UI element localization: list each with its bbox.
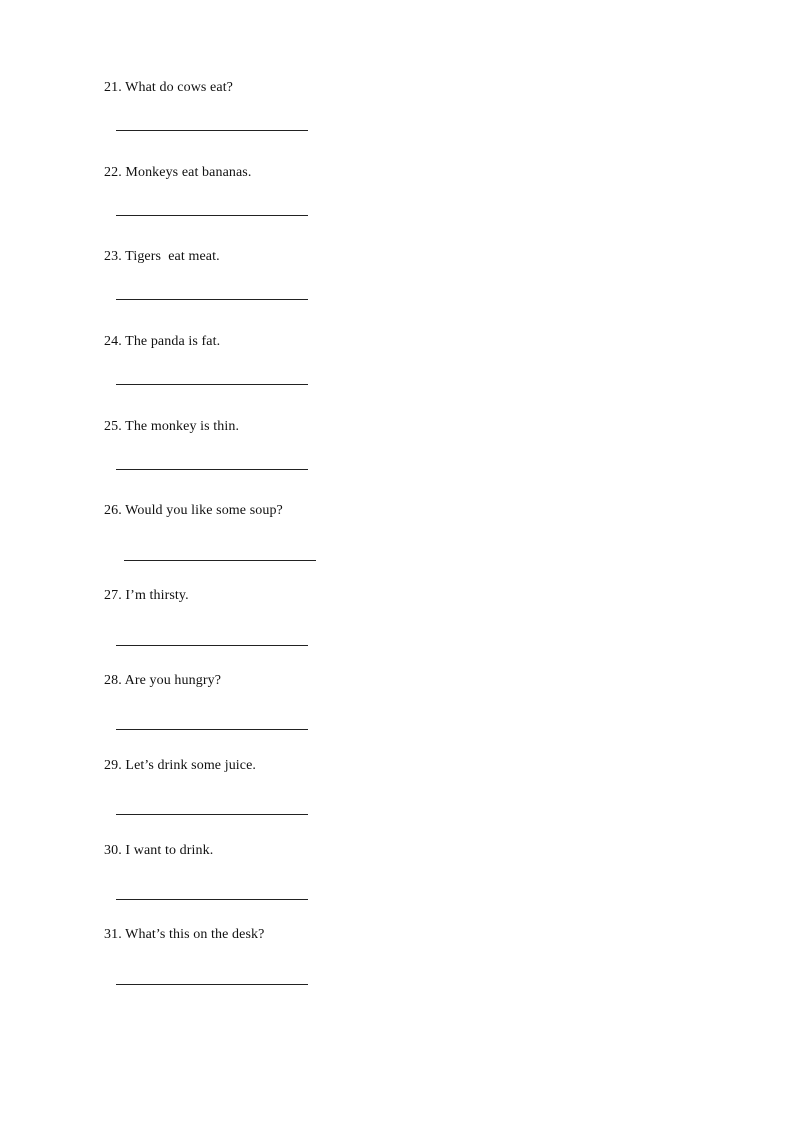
question-number: 28. (104, 673, 122, 688)
question-31 (0, 927, 794, 1012)
question-23 (0, 249, 794, 334)
question-27 (0, 588, 794, 673)
question-number: 24. (104, 334, 122, 349)
question-number: 25. (104, 419, 122, 434)
question-text (104, 503, 283, 519)
answer-line[interactable] (116, 384, 308, 385)
question-number: 31. (104, 927, 122, 942)
question-text (104, 249, 220, 265)
question-sentence: I want to drink. (125, 843, 214, 858)
question-number: 23. (104, 249, 122, 264)
answer-line[interactable] (116, 215, 308, 216)
question-sentence: Are you hungry? (124, 673, 222, 688)
question-number: 30. (104, 843, 122, 858)
question-sentence: What’s this on the desk? (125, 927, 265, 942)
question-number: 27. (104, 588, 122, 603)
question-25 (0, 419, 794, 504)
question-24 (0, 334, 794, 419)
question-sentence: What do cows eat? (125, 80, 233, 95)
answer-line[interactable] (116, 984, 308, 985)
question-text (104, 419, 239, 435)
answer-line[interactable] (116, 469, 308, 470)
question-text (104, 758, 256, 774)
answer-line[interactable] (116, 814, 308, 815)
question-text (104, 588, 189, 604)
question-text (104, 80, 233, 96)
question-number: 21. (104, 80, 122, 95)
question-text (104, 165, 251, 181)
question-21 (0, 80, 794, 165)
question-number: 22. (104, 165, 122, 180)
question-text (104, 843, 213, 859)
answer-line[interactable] (124, 560, 316, 561)
question-sentence: The monkey is thin. (125, 419, 240, 434)
question-number: 29. (104, 758, 122, 773)
question-text (104, 927, 264, 943)
question-sentence: I’m thirsty. (125, 588, 189, 603)
answer-line[interactable] (116, 645, 308, 646)
question-sentence: Monkeys eat bananas. (125, 165, 252, 180)
question-sentence: Let’s drink some juice. (125, 758, 257, 773)
question-text (104, 673, 221, 689)
question-number: 26. (104, 503, 122, 518)
question-22 (0, 165, 794, 250)
question-sentence: The panda is fat. (125, 334, 221, 349)
question-29 (0, 758, 794, 843)
question-30 (0, 843, 794, 928)
answer-line[interactable] (116, 299, 308, 300)
answer-line[interactable] (116, 899, 308, 900)
question-28 (0, 673, 794, 758)
question-26 (0, 503, 794, 588)
question-sentence: Would you like some soup? (125, 503, 283, 518)
answer-line[interactable] (116, 130, 308, 131)
answer-line[interactable] (116, 729, 308, 730)
question-text (104, 334, 220, 350)
question-sentence: Tigers eat meat. (125, 249, 220, 264)
